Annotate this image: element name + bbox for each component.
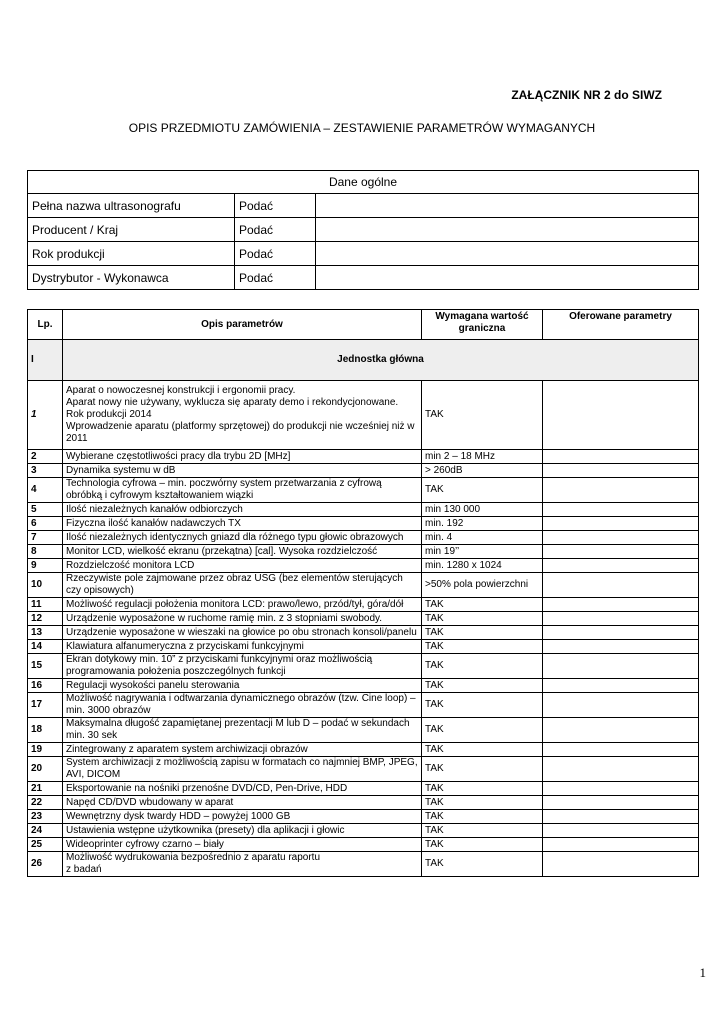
parameter-required-value: TAK bbox=[422, 679, 543, 693]
parameter-lp: 15 bbox=[28, 654, 63, 679]
parameter-lp: 14 bbox=[28, 640, 63, 654]
parameter-description: Wideoprinter cyfrowy czarno – biały bbox=[63, 838, 422, 852]
parameter-description: Monitor LCD, wielkość ekranu (przekątna) [cal]. Wysoka rozdzielczość bbox=[63, 545, 422, 559]
parameter-row bbox=[28, 838, 699, 852]
parameter-row bbox=[28, 478, 699, 503]
parameter-required-value: TAK bbox=[422, 640, 543, 654]
parameter-row bbox=[28, 693, 699, 718]
parameter-description: Klawiatura alfanumeryczna z przyciskami funkcyjnymi bbox=[63, 640, 422, 654]
parameter-row bbox=[28, 612, 699, 626]
parameter-offered-cell[interactable] bbox=[543, 464, 699, 478]
general-input-cell[interactable] bbox=[316, 194, 699, 218]
parameter-required-value: TAK bbox=[422, 782, 543, 796]
parameter-lp: 23 bbox=[28, 810, 63, 824]
parameter-row bbox=[28, 450, 699, 464]
parameter-lp: 11 bbox=[28, 598, 63, 612]
parameter-lp: 8 bbox=[28, 545, 63, 559]
parameter-lp: 21 bbox=[28, 782, 63, 796]
parameter-required-value: min. 4 bbox=[422, 531, 543, 545]
parameter-row bbox=[28, 381, 699, 450]
parameter-lp: 24 bbox=[28, 824, 63, 838]
general-value: Podać bbox=[235, 218, 316, 242]
parameter-description: Urządzenie wyposażone w ruchome ramię min. z 3 stopniami swobody. bbox=[63, 612, 422, 626]
parameter-required-value: TAK bbox=[422, 852, 543, 877]
general-row bbox=[28, 194, 699, 218]
parameter-required-value: TAK bbox=[422, 757, 543, 782]
parameter-description: Rozdzielczość monitora LCD bbox=[63, 559, 422, 573]
general-label: Dystrybutor - Wykonawca bbox=[28, 266, 235, 290]
general-label: Pełna nazwa ultrasonografu bbox=[28, 194, 235, 218]
parameter-offered-cell[interactable] bbox=[543, 559, 699, 573]
general-heading-row bbox=[28, 171, 699, 194]
general-heading: Dane ogólne bbox=[28, 171, 699, 194]
parameter-lp: 7 bbox=[28, 531, 63, 545]
attachment-label: ZAŁĄCZNIK NR 2 do SIWZ bbox=[511, 88, 662, 102]
parameter-offered-cell[interactable] bbox=[543, 478, 699, 503]
parameter-lp: 20 bbox=[28, 757, 63, 782]
parameter-row bbox=[28, 464, 699, 478]
parameter-row bbox=[28, 654, 699, 679]
parameter-offered-cell[interactable] bbox=[543, 612, 699, 626]
parameter-offered-cell[interactable] bbox=[543, 824, 699, 838]
parameter-required-value: >50% pola powierzchni bbox=[422, 573, 543, 598]
parameter-required-value: > 260dB bbox=[422, 464, 543, 478]
general-label: Rok produkcji bbox=[28, 242, 235, 266]
parameter-offered-cell[interactable] bbox=[543, 573, 699, 598]
parameter-lp: 4 bbox=[28, 478, 63, 503]
parameter-description: Dynamika systemu w dB bbox=[63, 464, 422, 478]
parameter-lp: 18 bbox=[28, 718, 63, 743]
parameter-description: Technologia cyfrowa – min. poczwórny system przetwarzania z cyfrową obróbką i cyfrowym kształtowaniem wiązki bbox=[63, 478, 422, 503]
parameter-required-value: TAK bbox=[422, 626, 543, 640]
parameter-required-value: TAK bbox=[422, 598, 543, 612]
parameter-row bbox=[28, 517, 699, 531]
parameter-description: System archiwizacji z możliwością zapisu w formatach co najmniej BMP, JPEG, AVI, DICOM bbox=[63, 757, 422, 782]
parameter-offered-cell[interactable] bbox=[543, 640, 699, 654]
parameter-description: Maksymalna długość zapamiętanej prezentacji M lub D – podać w sekundach min. 30 sek bbox=[63, 718, 422, 743]
parameter-row bbox=[28, 852, 699, 877]
parameter-offered-cell[interactable] bbox=[543, 743, 699, 757]
parameter-lp: 22 bbox=[28, 796, 63, 810]
general-input-cell[interactable] bbox=[316, 242, 699, 266]
parameter-required-value: TAK bbox=[422, 796, 543, 810]
parameter-required-value: min 130 000 bbox=[422, 503, 543, 517]
parameter-offered-cell[interactable] bbox=[543, 626, 699, 640]
parameter-description: Ilość niezależnych identycznych gniazd dla różnego typu głowic obrazowych bbox=[63, 531, 422, 545]
parameter-offered-cell[interactable] bbox=[543, 503, 699, 517]
parameter-row bbox=[28, 679, 699, 693]
parameter-offered-cell[interactable] bbox=[543, 810, 699, 824]
parameter-lp: 26 bbox=[28, 852, 63, 877]
page-number: 1 bbox=[699, 965, 706, 980]
general-value: Podać bbox=[235, 266, 316, 290]
document-title: OPIS PRZEDMIOTU ZAMÓWIENIA – ZESTAWIENIE PARAMETRÓW WYMAGANYCH bbox=[128, 121, 596, 135]
general-row bbox=[28, 218, 699, 242]
parameter-description: Ilość niezależnych kanałów odbiorczych bbox=[63, 503, 422, 517]
general-row bbox=[28, 242, 699, 266]
parameter-row bbox=[28, 559, 699, 573]
parameter-offered-cell[interactable] bbox=[543, 718, 699, 743]
parameter-lp: 17 bbox=[28, 693, 63, 718]
parameter-offered-cell[interactable] bbox=[543, 381, 699, 450]
parameter-required-value: min. 192 bbox=[422, 517, 543, 531]
parameter-description: Napęd CD/DVD wbudowany w aparat bbox=[63, 796, 422, 810]
parameter-row bbox=[28, 757, 699, 782]
section-number: I bbox=[28, 340, 63, 381]
parameter-description: Zintegrowany z aparatem system archiwizacji obrazów bbox=[63, 743, 422, 757]
parameter-required-value: min 19’’ bbox=[422, 545, 543, 559]
parameter-lp: 16 bbox=[28, 679, 63, 693]
parameter-row bbox=[28, 718, 699, 743]
parameter-lp: 13 bbox=[28, 626, 63, 640]
parameter-description: Ustawienia wstępne użytkownika (presety) dla aplikacji i głowic bbox=[63, 824, 422, 838]
parameter-row bbox=[28, 626, 699, 640]
general-value: Podać bbox=[235, 242, 316, 266]
parameter-required-value: TAK bbox=[422, 381, 543, 450]
general-data-table bbox=[27, 170, 699, 290]
parameter-description: Wewnętrzny dysk twardy HDD – powyżej 1000 GB bbox=[63, 810, 422, 824]
column-header-offered: Oferowane parametry bbox=[543, 310, 699, 340]
column-header-description: Opis parametrów bbox=[63, 310, 422, 340]
parameter-lp: 5 bbox=[28, 503, 63, 517]
parameter-offered-cell[interactable] bbox=[543, 757, 699, 782]
parameter-description: Możliwość nagrywania i odtwarzania dynamicznego obrazów (tzw. Cine loop) – min. 3000 obrazów bbox=[63, 693, 422, 718]
parameter-offered-cell[interactable] bbox=[543, 693, 699, 718]
parameter-description: Rzeczywiste pole zajmowane przez obraz USG (bez elementów sterujących czy opisowych) bbox=[63, 573, 422, 598]
parameter-row bbox=[28, 573, 699, 598]
parameter-offered-cell[interactable] bbox=[543, 852, 699, 877]
parameter-row bbox=[28, 503, 699, 517]
parameter-offered-cell[interactable] bbox=[543, 796, 699, 810]
parameter-lp: 1 bbox=[28, 381, 63, 450]
parameter-required-value: TAK bbox=[422, 824, 543, 838]
parameter-required-value: min. 1280 x 1024 bbox=[422, 559, 543, 573]
parameter-offered-cell[interactable] bbox=[543, 679, 699, 693]
parameter-lp: 10 bbox=[28, 573, 63, 598]
parameter-description: Ekran dotykowy min. 10” z przyciskami funkcyjnymi oraz możliwością programowania położenia poszczególnych funkcji bbox=[63, 654, 422, 679]
general-input-cell[interactable] bbox=[316, 218, 699, 242]
parameter-offered-cell[interactable] bbox=[543, 517, 699, 531]
parameter-lp: 19 bbox=[28, 743, 63, 757]
parameter-row bbox=[28, 810, 699, 824]
parameters-table bbox=[27, 309, 699, 877]
parameter-row bbox=[28, 743, 699, 757]
parameter-row bbox=[28, 545, 699, 559]
parameter-offered-cell[interactable] bbox=[543, 531, 699, 545]
parameter-row bbox=[28, 824, 699, 838]
parameter-required-value: min 2 – 18 MHz bbox=[422, 450, 543, 464]
parameter-required-value: TAK bbox=[422, 838, 543, 852]
parameter-required-value: TAK bbox=[422, 743, 543, 757]
parameter-offered-cell[interactable] bbox=[543, 782, 699, 796]
parameter-row bbox=[28, 531, 699, 545]
parameter-lp: 2 bbox=[28, 450, 63, 464]
parameter-row bbox=[28, 796, 699, 810]
parameter-description: Urządzenie wyposażone w wieszaki na głowice po obu stronach konsoli/panelu bbox=[63, 626, 422, 640]
parameter-lp: 3 bbox=[28, 464, 63, 478]
column-header-lp: Lp. bbox=[28, 310, 63, 340]
parameter-required-value: TAK bbox=[422, 810, 543, 824]
parameter-required-value: TAK bbox=[422, 693, 543, 718]
parameter-offered-cell[interactable] bbox=[543, 838, 699, 852]
parameter-description: Wybierane częstotliwości pracy dla trybu 2D [MHz] bbox=[63, 450, 422, 464]
parameter-required-value: TAK bbox=[422, 612, 543, 626]
parameter-lp: 12 bbox=[28, 612, 63, 626]
general-input-cell[interactable] bbox=[316, 266, 699, 290]
parameter-row bbox=[28, 598, 699, 612]
parameter-offered-cell[interactable] bbox=[543, 450, 699, 464]
parameter-required-value: TAK bbox=[422, 654, 543, 679]
parameter-offered-cell[interactable] bbox=[543, 654, 699, 679]
parameter-lp: 9 bbox=[28, 559, 63, 573]
parameter-required-value: TAK bbox=[422, 478, 543, 503]
parameter-lp: 25 bbox=[28, 838, 63, 852]
parameter-required-value: TAK bbox=[422, 718, 543, 743]
general-row bbox=[28, 266, 699, 290]
parameter-description: Możliwość regulacji położenia monitora LCD: prawo/lewo, przód/tył, góra/dół bbox=[63, 598, 422, 612]
parameter-description: Aparat o nowoczesnej konstrukcji i ergonomii pracy. Aparat nowy nie używany, wyklucza się aparaty demo i rekondycjonowane. Rok produkcji 2014 Wprowadzenie aparatu (platformy sprzętowej) do produkcji nie wcześniej niż w 2011 bbox=[63, 381, 422, 450]
parameter-description: Regulacji wysokości panelu sterowania bbox=[63, 679, 422, 693]
parameter-offered-cell[interactable] bbox=[543, 545, 699, 559]
parameter-description: Możliwość wydrukowania bezpośrednio z aparatu raportu z badań bbox=[63, 852, 422, 877]
column-header-required: Wymagana wartość graniczna bbox=[422, 310, 543, 340]
general-label: Producent / Kraj bbox=[28, 218, 235, 242]
parameter-lp: 6 bbox=[28, 517, 63, 531]
parameter-description: Fizyczna ilość kanałów nadawczych TX bbox=[63, 517, 422, 531]
general-value: Podać bbox=[235, 194, 316, 218]
parameter-description: Eksportowanie na nośniki przenośne DVD/CD, Pen-Drive, HDD bbox=[63, 782, 422, 796]
section-row bbox=[28, 340, 699, 381]
parameter-row bbox=[28, 640, 699, 654]
parameter-row bbox=[28, 782, 699, 796]
section-title: Jednostka główna bbox=[63, 340, 699, 381]
parameter-offered-cell[interactable] bbox=[543, 598, 699, 612]
parameters-header-row bbox=[28, 310, 699, 340]
